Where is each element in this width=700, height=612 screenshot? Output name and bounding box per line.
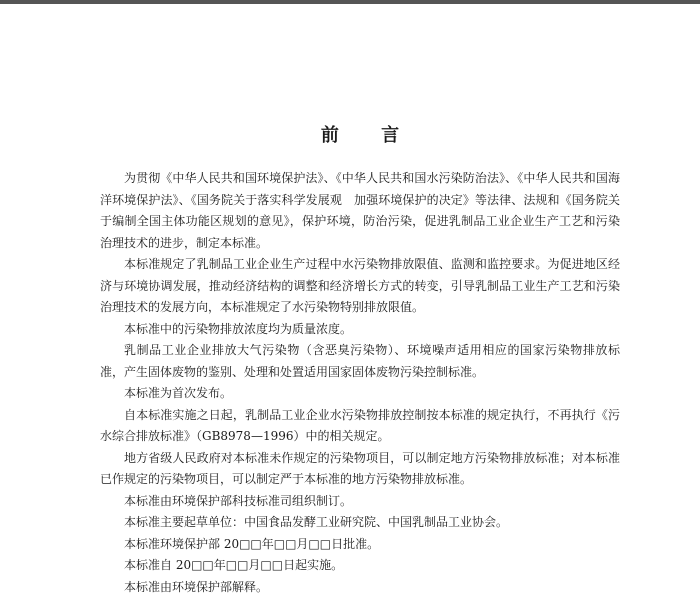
paragraph-local-standards: 地方省级人民政府对本标准未作规定的污染物项目，可以制定地方污染物排放标准；对本标准已作规定的污染物项目，可以制定严于本标准的地方污染物排放标准。 [100,450,620,486]
preface-body [100,168,620,598]
paragraph-drafting-units: 本标准主要起草单位：中国食品发酵工业研究院、中国乳制品工业协会。 [124,515,509,529]
page-title: 前 言 [320,125,418,146]
top-border [0,0,700,4]
paragraph-organizer: 本标准由环境保护部科技标准司组织制订。 [124,493,353,508]
paragraph-implementation: 自本标准实施之日起，乳制品工业企业水污染物排放控制按本标准的规定执行，不再执行《污水综合排放标准》（GB8978—1996）中的相关规定。 [100,407,620,443]
paragraph-first-release: 本标准为首次发布。 [124,386,233,400]
paragraph-effective-date: 本标准自 20□□年□□月□□日起实施。 [124,558,344,572]
paragraph-scope: 本标准规定了乳制品工业企业生产过程中水污染物排放限值、监测和监控要求。为促进地区经济与环境协调发展，推动经济结构的调整和经济增长方式的转变，引导乳制品工业生产工艺和污染治理技术的发展方向，本标准规定了水污染物特别排放限值。 [100,257,620,314]
paragraph-interpretation: 本标准由环境保护部解释。 [124,579,269,594]
paragraph-approval: 本标准环境保护部 20□□年□□月□□日批准。 [124,536,380,551]
paragraph-purpose: 为贯彻《中华人民共和国环境保护法》、《中华人民共和国水污染防治法》、《中华人民共和国海洋环境保护法》、《国务院关于落实科学发展观 加强环境保护的决定》等法律、法规和《国务院关于编制全国主体功能区规划的意见》，保护环境，防治污染，促进乳制品工业企业生产工艺和污染治理技术的进步，制定本标准。 [100,171,620,250]
paragraph-other-pollutants: 乳制品工业企业排放大气污染物（含恶臭污染物）、环境噪声适用相应的国家污染物排放标准，产生固体废物的鉴别、处理和处置适用国家固体废物污染控制标准。 [100,343,620,379]
paragraph-concentration: 本标准中的污染物排放浓度均为质量浓度。 [124,321,353,336]
